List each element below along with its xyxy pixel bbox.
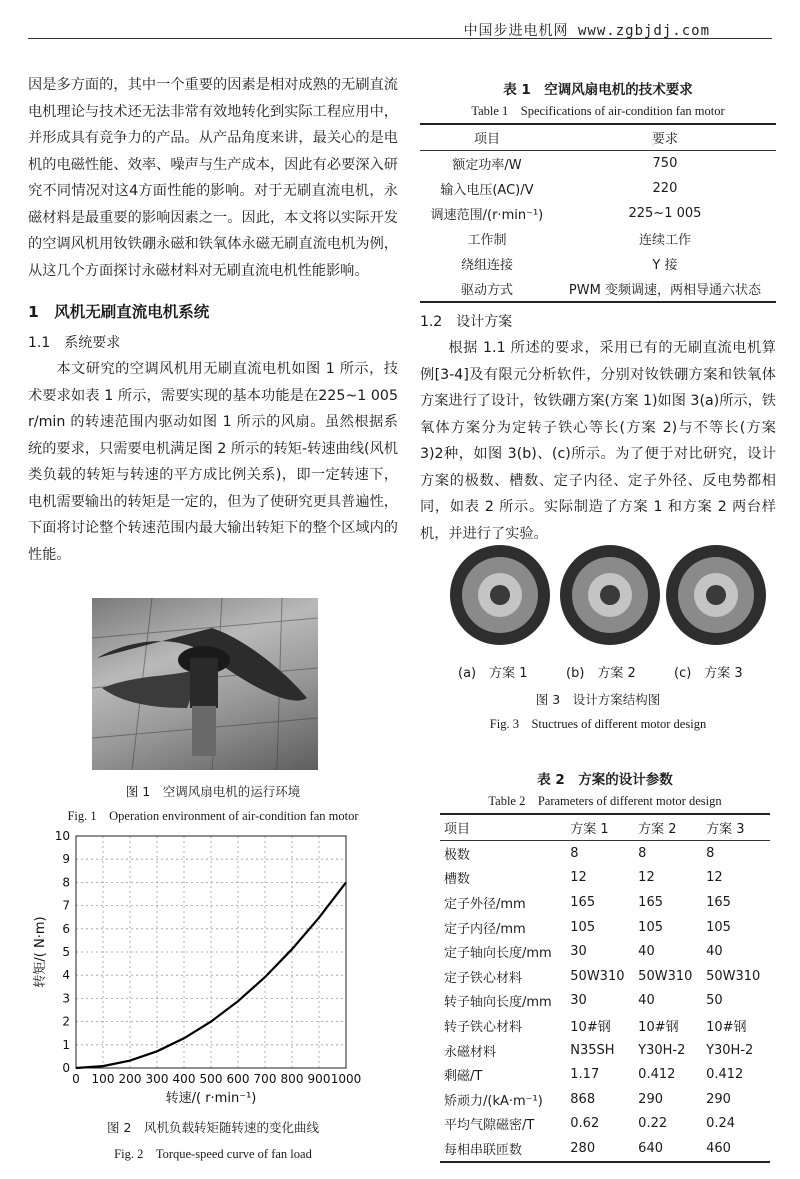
table-cell: 12	[638, 870, 655, 886]
table-row	[440, 989, 770, 1014]
y-tick-label: 7	[62, 898, 70, 913]
x-tick-label: 200	[118, 1072, 142, 1086]
table-cell: 10#钢	[638, 1019, 679, 1035]
table-cell: 0.24	[706, 1116, 736, 1132]
table-row	[440, 915, 770, 940]
x-tick-label: 0	[72, 1072, 80, 1086]
motor-c-illustration	[666, 545, 766, 645]
table-cell: N35SH	[570, 1042, 615, 1058]
table-cell: 1.17	[570, 1067, 600, 1083]
table-cell: 输入电压(AC)/V	[440, 183, 534, 198]
table-cell: 105	[706, 919, 731, 935]
table-cell: Y30H-2	[638, 1042, 686, 1058]
table-cell: 0.412	[638, 1067, 676, 1083]
table-cell: 转子轴向长度/mm	[444, 995, 552, 1011]
x-tick-label: 300	[145, 1072, 169, 1086]
table-cell: 驱动方式	[460, 283, 513, 298]
y-tick-label: 3	[62, 991, 70, 1006]
table-cell: 连续工作	[638, 233, 691, 248]
table-cell: 280	[570, 1140, 596, 1156]
table-cell: 30	[570, 993, 587, 1009]
fig3-caption-cn: 图 3 设计方案结构图	[535, 692, 661, 707]
table-row	[440, 1136, 770, 1162]
section-1-heading: 1 风机无刷直流电机系统	[28, 303, 210, 321]
table2-head-cell: 项目	[440, 814, 566, 841]
table-cell: 50W310	[638, 968, 693, 984]
x-tick-label: 400	[172, 1072, 196, 1086]
section-1-2-heading: 1.2 设计方案	[420, 314, 513, 330]
table-cell: 50	[706, 993, 723, 1009]
x-tick-label: 1000	[330, 1072, 362, 1086]
table-cell: Y 接	[652, 258, 678, 273]
table-cell: 165	[638, 894, 663, 910]
x-tick-label: 900	[307, 1072, 331, 1086]
fig3-label-b: (b) 方案 2	[566, 666, 636, 681]
table1-head-item: 项目	[420, 124, 554, 151]
table-cell: 极数	[444, 847, 471, 863]
fig1-caption-cn: 图 1 空调风扇电机的运行环境	[125, 784, 301, 799]
x-axis-label: 转速/( r·min⁻¹)	[165, 1091, 257, 1106]
table-row	[440, 1013, 770, 1038]
table2-head-cell: 方案 3	[702, 814, 770, 841]
intro-paragraph: 因是多方面的，其中一个重要的因素是相对成熟的无刷直流电机理论与技术还无法非常有效地转化到实际工程应用中，并形成具有竞争力的产品。从产品角度来讲，最关心的是电机的电磁性能、效率、噪声与生产成本，因此有必要深入研究不同情况对这4方面性能的影响。对于无刷直流电机，永磁材料是最重要的影响因素之一。因此，本文将以实际开发的空调风机用钕铁硼永磁和铁氧体永磁无刷直流电机为例，从这几个方面探讨永磁材料对无刷直流电机性能影响。	[28, 77, 398, 279]
x-tick-label: 800	[280, 1072, 304, 1086]
site-name: 中国步进电机网 www.zgbjdj.com	[463, 23, 710, 39]
table-cell: 槽数	[444, 872, 471, 888]
table-cell: 105	[638, 919, 663, 935]
table-cell: 矫顽力/(kA·m⁻¹)	[444, 1093, 543, 1109]
fig3-label-a: (a) 方案 1	[458, 666, 528, 681]
fig2-caption-cn: 图 2 风机负载转矩随转速的变化曲线	[107, 1120, 319, 1135]
table-row	[420, 201, 776, 226]
table-cell: 220	[652, 181, 678, 196]
table-cell: 868	[570, 1091, 596, 1107]
table-cell: 定子铁心材料	[444, 970, 523, 986]
table-cell: 290	[638, 1091, 663, 1107]
table-cell: Y30H-2	[706, 1042, 754, 1058]
table-cell: 10#钢	[706, 1019, 747, 1035]
table-row	[440, 964, 770, 989]
y-tick-label: 0	[62, 1061, 70, 1075]
table-cell: 定子外径/mm	[444, 896, 526, 912]
fig3-caption-en: Fig. 3 Stuctrues of different motor design	[489, 717, 707, 731]
table2-body	[440, 841, 770, 1162]
table-row	[420, 226, 776, 251]
y-axis-label: 转矩/( N·m)	[33, 916, 48, 988]
table-cell: 12	[570, 870, 587, 886]
table-cell: 8	[570, 845, 579, 861]
table-cell: 30	[570, 944, 587, 960]
page-header	[0, 0, 800, 40]
fan-motor-photo	[92, 598, 318, 770]
table-cell: 750	[652, 156, 678, 171]
table-cell: 绕组连接	[460, 258, 513, 273]
table-row	[440, 841, 770, 866]
table-cell: 105	[570, 919, 596, 935]
table-row	[420, 151, 776, 177]
table-row	[440, 1087, 770, 1112]
x-tick-label: 600	[226, 1072, 250, 1086]
table-cell: 290	[706, 1091, 731, 1107]
left-column	[28, 72, 398, 568]
table-cell: 165	[706, 894, 731, 910]
table-cell: 定子轴向长度/mm	[444, 946, 552, 962]
table-cell: 40	[706, 944, 723, 960]
table-row	[440, 939, 770, 964]
table2-head-cell: 方案 2	[634, 814, 702, 841]
table2-caption-cn: 表 2 方案的设计参数	[537, 772, 673, 788]
table1-specs	[420, 123, 776, 303]
torque-speed-chart	[30, 826, 370, 1110]
table2-params	[440, 813, 770, 1163]
table-row	[440, 1062, 770, 1087]
table-cell: 剩磁/T	[444, 1069, 483, 1085]
table-row	[420, 176, 776, 201]
table1-header-row	[420, 124, 776, 151]
table-cell: 8	[706, 845, 715, 861]
table-cell: 额定功率/W	[452, 158, 522, 173]
table-cell: 8	[638, 845, 647, 861]
table-cell: 50W310	[706, 968, 761, 984]
table-cell: 12	[706, 870, 723, 886]
table-row	[420, 276, 776, 302]
table2-header-row	[440, 814, 770, 841]
table-cell: 定子内径/mm	[444, 921, 526, 937]
right-column	[420, 72, 776, 547]
table-cell: 调速范围/(r·min⁻¹)	[430, 208, 544, 223]
table-cell: 工作制	[467, 233, 507, 248]
table-cell: 40	[638, 944, 655, 960]
y-tick-label: 4	[62, 968, 70, 983]
y-tick-label: 2	[62, 1014, 70, 1029]
table-cell: 0.62	[570, 1116, 600, 1132]
section-1-1-paragraph: 本文研究的空调风机用无刷直流电机如图 1 所示，技术要求如表 1 所示，需要实现的基本功能是在225~1 005 r/min 的转速范围内驱动如图 1 所示的风扇。虽然根据系统的要求，只需要电机满足图 2 所示的转矩-转速曲线(风机类负载的转矩与转速的平方成比例关系)，即一定转速下，电机需要输出的转矩是一定的，但为了使研究更具普遍性，下面将讨论整个转速范围内最大输出转矩下的整个区域内的性能。	[28, 361, 398, 563]
table-cell: PWM 变频调速，两相导通六状态	[568, 283, 761, 298]
fan-motor-illustration	[92, 598, 318, 770]
motor-design-figure	[448, 540, 768, 650]
table-cell: 0.412	[706, 1067, 744, 1083]
y-tick-label: 5	[62, 945, 70, 959]
section-1-2-paragraph: 根据 1.1 所述的要求，采用已有的无刷直流电机算例[3-4]及有限元分析软件，分别对钕铁硼方案和铁氧体方案进行了设计，钕铁硼方案(方案 1)如图 3(a)所示，铁氧体方案分为定转子铁心等长(方案 2)与不等长(方案 3)2种，如图 3(b)、(c)所示。为了便于对比研究，设计方案的极数、槽数、定子内径、定子外径、反电势都相同，如表 2 所示。实际制造了方案 1 和方案 2 两台样机，并进行了实验。	[420, 340, 776, 542]
table-cell: 50W310	[570, 968, 625, 984]
table1-caption-cn: 表 1 空调风扇电机的技术要求	[503, 82, 693, 98]
table-cell: 平均气隙磁密/T	[444, 1118, 535, 1134]
table1-head-req: 要求	[554, 124, 776, 151]
table-row	[440, 1112, 770, 1137]
header-rule	[28, 38, 772, 39]
y-tick-label: 6	[62, 921, 70, 936]
table-cell: 转子铁心材料	[444, 1019, 523, 1035]
table-cell: 640	[638, 1140, 663, 1156]
table-cell: 460	[706, 1140, 731, 1156]
section-1-1-heading: 1.1 系统要求	[28, 335, 121, 351]
x-tick-label: 500	[199, 1072, 223, 1086]
table-row	[420, 251, 776, 276]
fig2-caption-en: Fig. 2 Torque-speed curve of fan load	[114, 1147, 312, 1161]
table-row	[440, 1038, 770, 1063]
table-cell: 40	[638, 993, 655, 1009]
table2-block	[440, 762, 770, 1163]
table2-head-cell: 方案 1	[566, 814, 634, 841]
y-tick-label: 8	[62, 875, 70, 890]
motor-a-illustration	[450, 545, 550, 645]
table-cell: 10#钢	[570, 1019, 611, 1035]
table-row	[440, 866, 770, 891]
table-cell: 165	[570, 894, 596, 910]
table-cell: 0.22	[638, 1116, 668, 1132]
fig1-caption-en: Fig. 1 Operation environment of air-condition fan motor	[67, 809, 359, 823]
motor-b-illustration	[560, 545, 660, 645]
table-cell: 永磁材料	[444, 1044, 497, 1060]
table-row	[440, 890, 770, 915]
table2-caption-en: Table 2 Parameters of different motor design	[488, 794, 722, 808]
y-tick-label: 9	[62, 852, 70, 867]
fig3-label-c: (c) 方案 3	[674, 666, 743, 681]
table-cell: 225~1 005	[628, 206, 702, 221]
x-tick-label: 700	[253, 1072, 277, 1086]
y-tick-label: 10	[54, 829, 70, 843]
table1-caption-en: Table 1 Specifications of air-condition fan motor	[471, 104, 725, 118]
y-tick-label: 1	[62, 1037, 70, 1052]
x-tick-label: 100	[91, 1072, 115, 1086]
table-cell: 每相串联匝数	[444, 1142, 523, 1158]
